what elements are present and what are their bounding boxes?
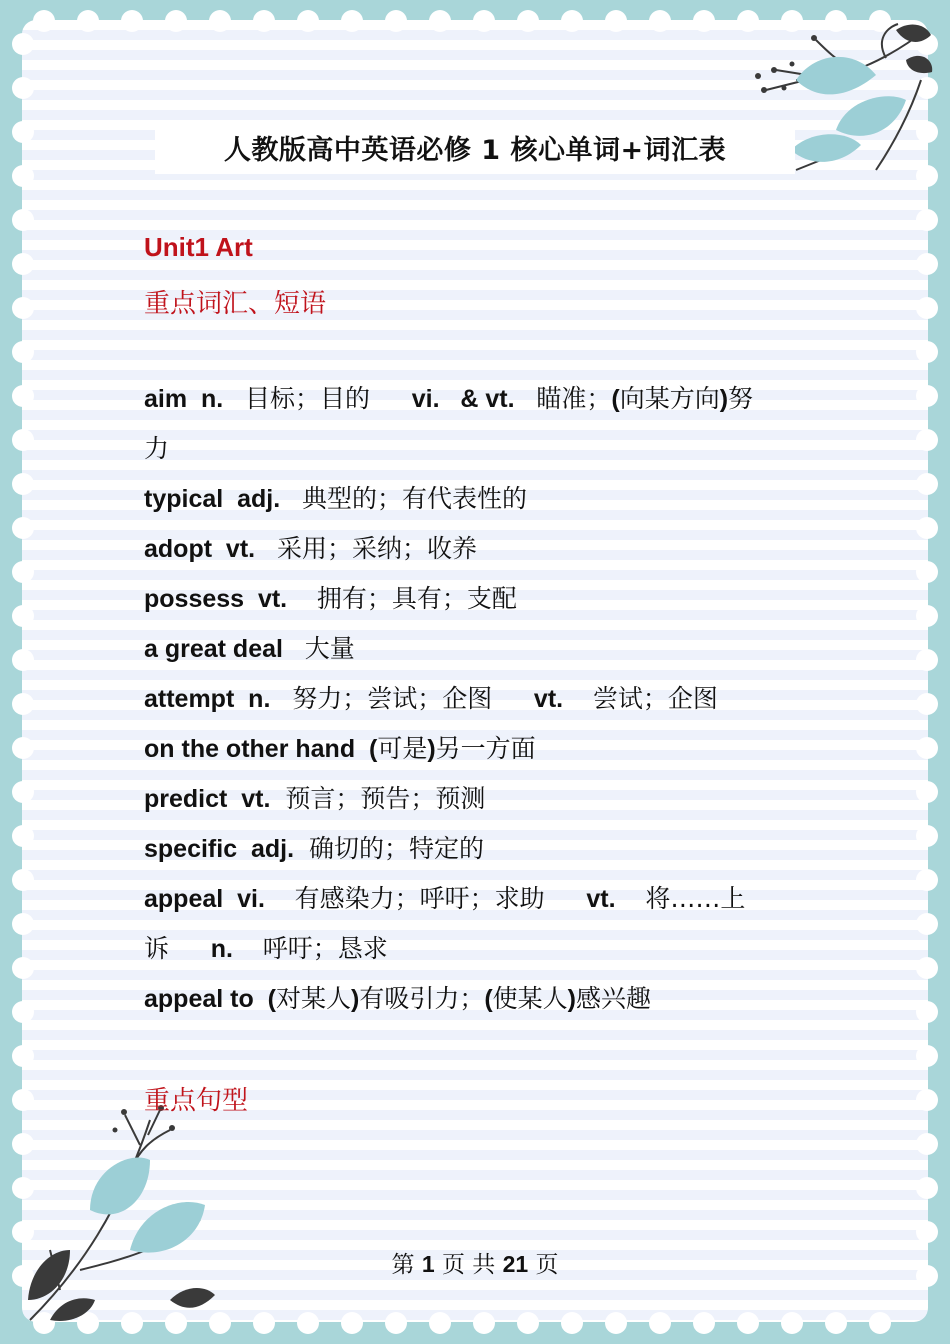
entry-definition: 确切的；特定的 <box>301 834 484 863</box>
entry-definition: 呼吁；恳求 <box>246 934 388 963</box>
entry-definition: 努力；尝试；企图 <box>284 684 493 713</box>
vocab-entry-line <box>144 424 814 474</box>
entry-term: typical adj. <box>144 485 295 513</box>
page-title: 人教版高中英语必修 1 核心单词+词汇表 <box>223 135 727 166</box>
vocab-entry-line <box>144 524 814 574</box>
leaf-branch-icon <box>20 1100 240 1324</box>
entry-term: appeal to ( <box>144 985 276 1013</box>
entry-term: ) <box>350 985 360 1013</box>
entry-term: ) <box>719 385 729 413</box>
entry-term: possess vt. <box>144 585 302 613</box>
entry-term: adopt vt. <box>144 535 269 563</box>
vocab-entry-line <box>144 924 814 974</box>
vocab-entry-line <box>144 374 814 424</box>
vocab-entry-line <box>144 474 814 524</box>
entry-term: on the other hand ( <box>144 735 378 763</box>
entry-term: vt. <box>492 685 577 713</box>
entry-definition: 拥有；具有；支配 <box>301 584 517 613</box>
page-footer <box>0 1246 950 1279</box>
entry-definition: 尝试；企图 <box>577 684 718 713</box>
current-page-number: 1 <box>421 1251 435 1277</box>
vocab-entry-line <box>144 874 814 924</box>
entry-definition: 另一方面 <box>435 734 536 763</box>
vocab-entry-line <box>144 974 814 1024</box>
entry-definition: 力 <box>144 434 170 463</box>
vocab-entry-line <box>144 724 814 774</box>
entry-definition: 瞄准； <box>528 384 612 413</box>
total-pages-number: 21 <box>502 1251 529 1277</box>
entry-definition: 预言；预告；预测 <box>277 784 486 813</box>
vocab-entry-line <box>144 774 814 824</box>
vocab-entry-line <box>144 624 814 674</box>
vocab-entry-line <box>144 674 814 724</box>
section-heading-sentences: 重点句型 <box>144 1086 249 1116</box>
entry-definition: 使某人 <box>492 984 568 1013</box>
entry-term: attempt n. <box>144 685 285 713</box>
entry-definition: 感兴趣 <box>576 984 652 1013</box>
entry-term: a great deal <box>144 635 297 663</box>
vocab-entry-line <box>144 574 814 624</box>
entry-definition: 典型的；有代表性的 <box>294 484 528 513</box>
entry-definition: 采用；采纳；收养 <box>269 534 477 563</box>
entry-term: vi. & vt. <box>370 385 529 413</box>
entry-definition: 可是 <box>377 734 428 763</box>
entry-definition: 向某方向 <box>619 384 720 413</box>
entry-definition: 努 <box>728 384 754 413</box>
vocab-list <box>144 374 814 1024</box>
footer-prefix: 第 <box>391 1252 415 1278</box>
entry-definition: 目标；目的 <box>237 384 371 413</box>
entry-definition: 有吸引力； <box>359 984 485 1013</box>
entry-term: aim n. <box>144 385 238 413</box>
entry-definition: 将……上 <box>629 884 746 913</box>
entry-definition: 大量 <box>296 634 355 663</box>
footer-suffix: 页 <box>535 1252 559 1278</box>
entry-definition: 有感染力；呼吁；求助 <box>278 884 545 913</box>
entry-term: specific adj. <box>144 835 302 863</box>
entry-term: ( <box>611 385 620 413</box>
vocab-entry-line <box>144 824 814 874</box>
entry-definition: 对某人 <box>275 984 351 1013</box>
entry-term: ( <box>484 985 493 1013</box>
footer-middle: 页 共 <box>441 1252 496 1278</box>
entry-term: vt. <box>544 885 630 913</box>
unit-heading: Unit1 Art <box>144 232 253 262</box>
entry-term: ) <box>427 735 436 763</box>
entry-term: appeal vi. <box>144 885 279 913</box>
section-heading-vocab: 重点词汇、短语 <box>144 289 327 319</box>
entry-definition: 诉 <box>144 934 170 963</box>
entry-term: predict vt. <box>144 785 278 813</box>
entry-term: ) <box>567 985 576 1013</box>
entry-term: n. <box>169 935 247 963</box>
